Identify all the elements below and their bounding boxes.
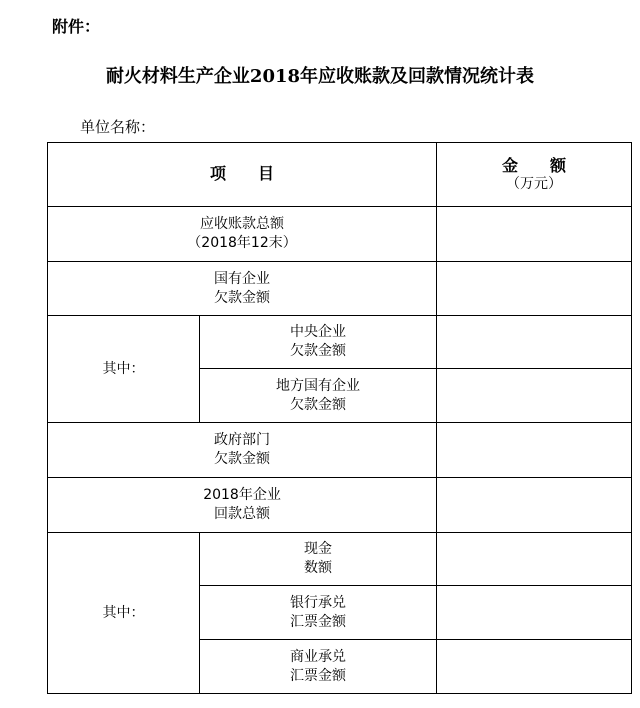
row-label-cell [200,369,437,423]
bank-acceptance-amount-cell[interactable] [437,586,632,640]
central-soe-amount-cell[interactable] [437,316,632,369]
row-label-cell [200,533,437,586]
total-collection-label: 2018年企业 [203,487,281,503]
group-label-cell [48,316,200,423]
table-row [48,478,632,533]
group-label-cell [48,533,200,694]
table-row [48,207,632,262]
total-receivable-sublabel: （2018年12末） [187,235,297,251]
bank-acceptance-sublabel: 汇票金额 [290,613,346,630]
central-soe-sublabel: 欠款金额 [290,343,346,359]
commercial-acceptance-sublabel: 汇票金额 [290,667,346,684]
total-collection-amount-cell[interactable] [437,478,632,533]
total-collection-sublabel: 回款总额 [214,506,270,522]
total-receivable-amount-cell[interactable] [437,207,632,262]
local-soe-amount-cell[interactable] [437,369,632,423]
local-soe-label: 地方国有企业 [276,377,360,394]
unit-name-label: 单位名称： [80,118,156,136]
group1-label: 其中： [102,360,145,377]
gov-debt-amount-cell[interactable] [437,423,632,478]
header-amount-unit: （万元） [506,175,563,192]
local-soe-sublabel: 欠款金额 [290,396,346,413]
attachment-label: 附件： [52,17,101,36]
gov-debt-sublabel: 欠款金额 [214,451,270,467]
row-label-cell [200,640,437,694]
central-soe-label: 中央企业 [290,324,346,340]
soe-debt-amount-cell[interactable] [437,262,632,316]
row-label-cell [48,262,437,316]
total-receivable-label: 应收账款总额 [200,216,284,232]
header-item-label: 项 目 [210,164,275,183]
cash-amount-cell[interactable] [437,533,632,586]
header-item-cell [48,143,437,207]
form-title: 耐火材料生产企业2018年应收账款及回款情况统计表 [105,66,535,87]
row-label-cell [200,586,437,640]
group2-label: 其中： [102,604,145,621]
cash-label: 现金 [304,541,332,557]
row-label-cell [200,316,437,369]
soe-debt-sublabel: 欠款金额 [214,289,270,306]
soe-debt-label: 国有企业 [214,270,270,287]
table-row [48,316,632,369]
table-row [48,533,632,586]
row-label-cell [48,207,437,262]
row-label-cell [48,423,437,478]
bank-acceptance-label: 银行承兑 [290,594,346,611]
commercial-acceptance-label: 商业承兑 [290,648,346,665]
gov-debt-label: 政府部门 [214,432,270,448]
header-amount-label: 金 额 [502,155,567,175]
table-row [48,423,632,478]
header-amount-cell [437,143,632,207]
table-header-row [48,143,632,207]
commercial-acceptance-amount-cell[interactable] [437,640,632,694]
cash-sublabel: 数额 [304,560,332,576]
table-row [48,262,632,316]
statistics-table [47,142,632,694]
row-label-cell [48,478,437,533]
